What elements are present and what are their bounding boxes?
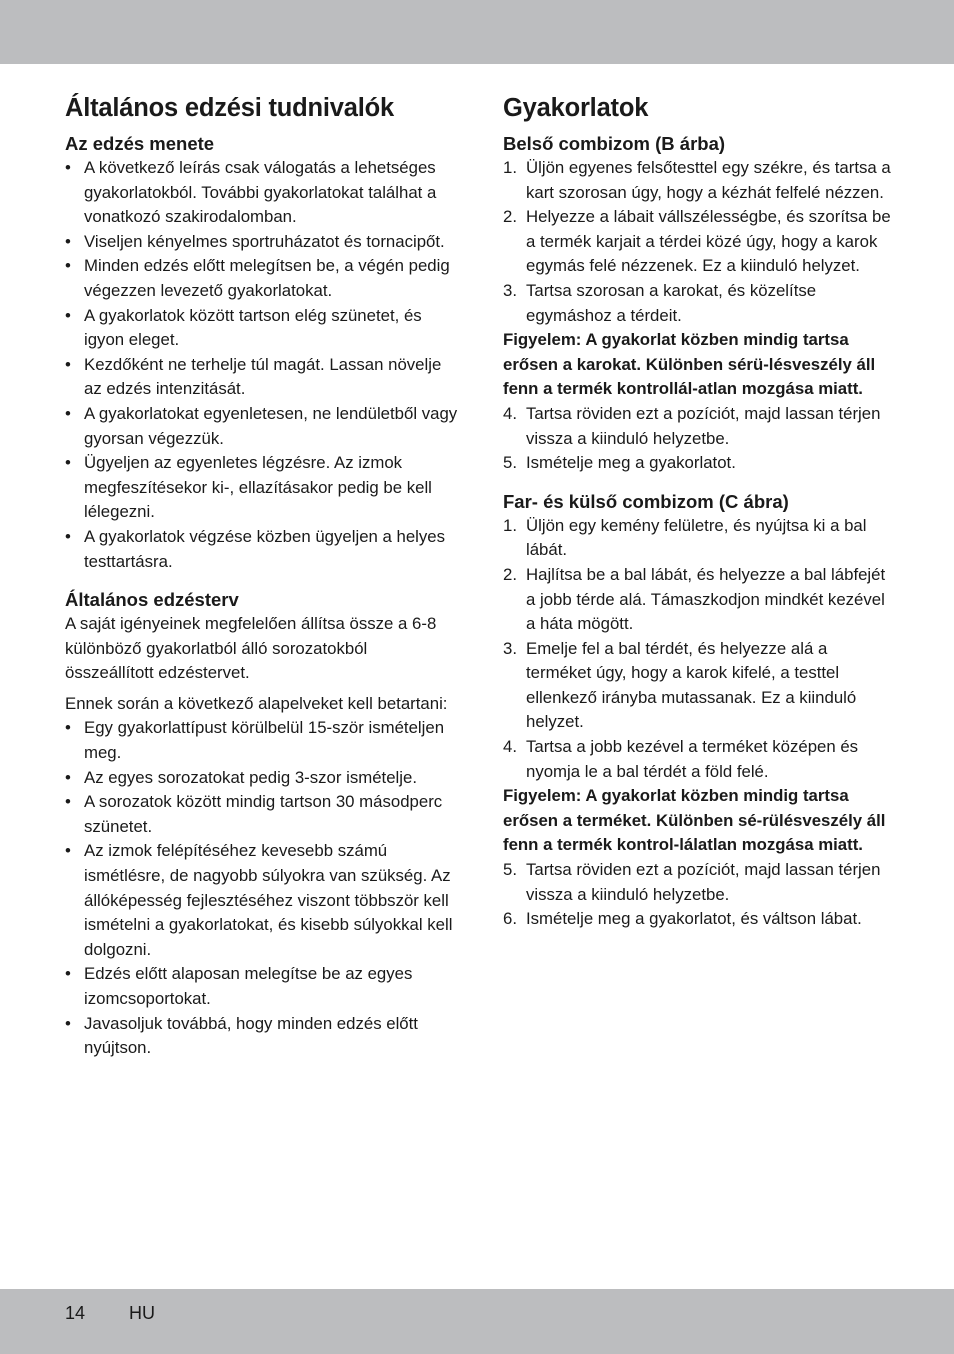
exercise2-steps-b <box>503 858 895 932</box>
bullet-icon: • <box>65 256 71 276</box>
list-item <box>65 839 460 962</box>
step-text: Helyezze a lábait vállszélességbe, és szorítsa be a termék karjait a térdei közé úgy, hogy a karok egymás felé nézzenek. Ez a kiinduló helyzet. <box>526 207 891 276</box>
step-text: Tartsa röviden ezt a pozíciót, majd lassan térjen vissza a kiinduló helyzetbe. <box>526 403 881 448</box>
step-item <box>503 858 895 907</box>
list-item-text: Minden edzés előtt melegítsen be, a végén pedig végezzen levezető gyakorlatokat. <box>84 256 450 300</box>
bullet-icon: • <box>65 354 71 374</box>
step-text: Üljön egy kemény felületre, és nyújtsa ki a bal lábát. <box>526 515 867 560</box>
page-title-exercises: Gyakorlatok <box>503 94 649 122</box>
list-item-text: Edzés előtt alaposan melegítse be az egyes izomcsoportokat. <box>84 964 413 1008</box>
course-list <box>65 156 460 574</box>
step-number: 2. <box>503 564 517 584</box>
step-item <box>503 205 895 279</box>
list-item <box>65 451 460 525</box>
list-item <box>65 766 460 791</box>
right-column <box>503 90 895 932</box>
list-item-text: A gyakorlatok között tartson elég szünetet, és igyon eleget. <box>84 305 422 350</box>
bullet-icon: • <box>65 526 71 546</box>
bullet-icon: • <box>65 158 71 177</box>
bullet-icon: • <box>65 453 71 473</box>
plan-intro-principles: Ennek során a következő alapelveket kell betartani: <box>65 693 448 713</box>
list-item <box>65 402 460 451</box>
exercise1-steps-a <box>503 156 895 328</box>
step-number: 3. <box>503 280 517 300</box>
list-item <box>65 304 460 353</box>
step-item <box>503 402 895 451</box>
step-item <box>503 279 895 328</box>
step-item <box>503 907 895 932</box>
bullet-icon: • <box>65 1013 71 1033</box>
list-item <box>65 790 460 839</box>
step-number: 1. <box>503 515 517 535</box>
bullet-icon: • <box>65 841 71 861</box>
step-number: 2. <box>503 207 517 227</box>
plan-list <box>65 716 460 1060</box>
list-item <box>65 962 460 1011</box>
list-item <box>65 1012 460 1061</box>
step-item <box>503 514 895 563</box>
step-number: 1. <box>503 158 517 177</box>
list-item <box>65 230 460 255</box>
bullet-icon: • <box>65 305 71 325</box>
step-text: Emelje fel a bal térdét, és helyezze alá a terméket úgy, hogy a karok kifelé, a testtel ellenkező irányba mutassanak. Ez a kiinduló helyzet. <box>526 638 857 732</box>
exercise1-steps-b <box>503 402 895 476</box>
bullet-icon: • <box>65 964 71 984</box>
step-text: Üljön egyenes felsőtesttel egy székre, és tartsa a kart szorosan úgy, hogy a kézhát felfelé nézzen. <box>526 158 891 202</box>
exercise2-warning: Figyelem: A gyakorlat közben mindig tartsa erősen a terméket. Különben sé-rülésveszély áll fenn a termék kontrol-lálatlan mozgása miatt. <box>503 786 886 855</box>
list-item-text: Javasoljuk továbbá, hogy minden edzés előtt nyújtson. <box>84 1013 418 1058</box>
list-item <box>65 716 460 765</box>
step-number: 4. <box>503 737 517 757</box>
list-item-text: Az izmok felépítéséhez kevesebb számú ismétlésre, de nagyobb súlyokra van szükség. Az állóképesség fejlesztéséhez viszont többször kell ismételni a gyakorlatokat, és kisebb súlyokkal kell dolgozni. <box>84 841 453 959</box>
bullet-icon: • <box>65 792 71 812</box>
list-item <box>65 353 460 402</box>
step-text: Ismételje meg a gyakorlatot. <box>526 453 736 473</box>
list-item-text: Kezdőként ne terhelje túl magát. Lassan növelje az edzés intenzitását. <box>84 354 442 399</box>
bullet-icon: • <box>65 718 71 738</box>
exercise1-warning: Figyelem: A gyakorlat közben mindig tartsa erősen a karokat. Különben sérü-lésveszély áll fenn a termék kontrollál-atlan mozgása miatt. <box>503 330 876 399</box>
exercise-heading-inner-thigh: Belső combizom (B árba) <box>503 133 726 154</box>
list-item-text: Egy gyakorlattípust körülbelül 15-ször ismételjen meg. <box>84 718 445 763</box>
list-item <box>65 254 460 303</box>
step-item <box>503 637 895 735</box>
list-item-text: Viseljen kényelmes sportruházatot és tornacipőt. <box>84 231 445 251</box>
exercise2-steps-a <box>503 514 895 785</box>
step-number: 5. <box>503 860 517 880</box>
list-item-text: Az egyes sorozatokat pedig 3-szor ismételje. <box>84 767 417 787</box>
list-item-text: Ügyeljen az egyenletes légzésre. Az izmok megfeszítésekor ki-, ellazításakor pedig be kell lélegezni. <box>84 453 432 522</box>
page-number: 14 <box>65 1303 86 1323</box>
section-heading-course: Az edzés menete <box>65 133 215 154</box>
list-item-text: A gyakorlatok végzése közben ügyeljen a helyes testtartásra. <box>84 526 446 571</box>
step-text: Tartsa szorosan a karokat, és közelítse egymáshoz a térdeit. <box>526 280 817 325</box>
page-title-general: Általános edzési tudnivalók <box>65 94 395 122</box>
step-number: 3. <box>503 638 517 658</box>
step-text: Ismételje meg a gyakorlatot, és váltson lábat. <box>526 909 862 929</box>
exercise-heading-outer-thigh: Far- és külső combizom (C ábra) <box>503 490 789 512</box>
plan-intro: A saját igényeinek megfelelően állítsa össze a 6-8 különböző gyakorlatból álló sorozatokból összeállított edzéstervet. <box>65 614 437 683</box>
step-number: 6. <box>503 909 517 929</box>
left-column <box>65 90 460 1061</box>
bullet-icon: • <box>65 231 71 251</box>
step-item <box>503 563 895 637</box>
bullet-icon: • <box>65 767 71 787</box>
list-item-text: A sorozatok között mindig tartson 30 másodperc szünetet. <box>84 792 443 836</box>
step-item <box>503 735 895 784</box>
list-item <box>65 525 460 574</box>
list-item-text: A gyakorlatokat egyenletesen, ne lendületből vagy gyorsan végezzük. <box>84 403 458 448</box>
header-band <box>0 0 954 64</box>
step-number: 5. <box>503 453 517 473</box>
step-text: Tartsa röviden ezt a pozíciót, majd lassan térjen vissza a kiinduló helyzetbe. <box>526 860 881 904</box>
list-item-text: A következő leírás csak válogatás a lehetséges gyakorlatokból. További gyakorlatokat találhat a vonatkozó szakirodalomban. <box>84 158 437 227</box>
step-text: Hajlítsa be a bal lábát, és helyezze a bal lábfejét a jobb térde alá. Támaszkodjon mindkét kezével a háta mögött. <box>526 564 886 634</box>
step-item <box>503 451 895 476</box>
bullet-icon: • <box>65 403 71 423</box>
section-heading-plan: Általános edzésterv <box>65 589 239 611</box>
list-item <box>65 156 460 230</box>
step-item <box>503 156 895 205</box>
step-number: 4. <box>503 403 517 423</box>
step-text: Tartsa a jobb kezével a terméket középen és nyomja le a bal térdét a föld felé. <box>526 737 859 781</box>
language-code: HU <box>129 1303 155 1323</box>
